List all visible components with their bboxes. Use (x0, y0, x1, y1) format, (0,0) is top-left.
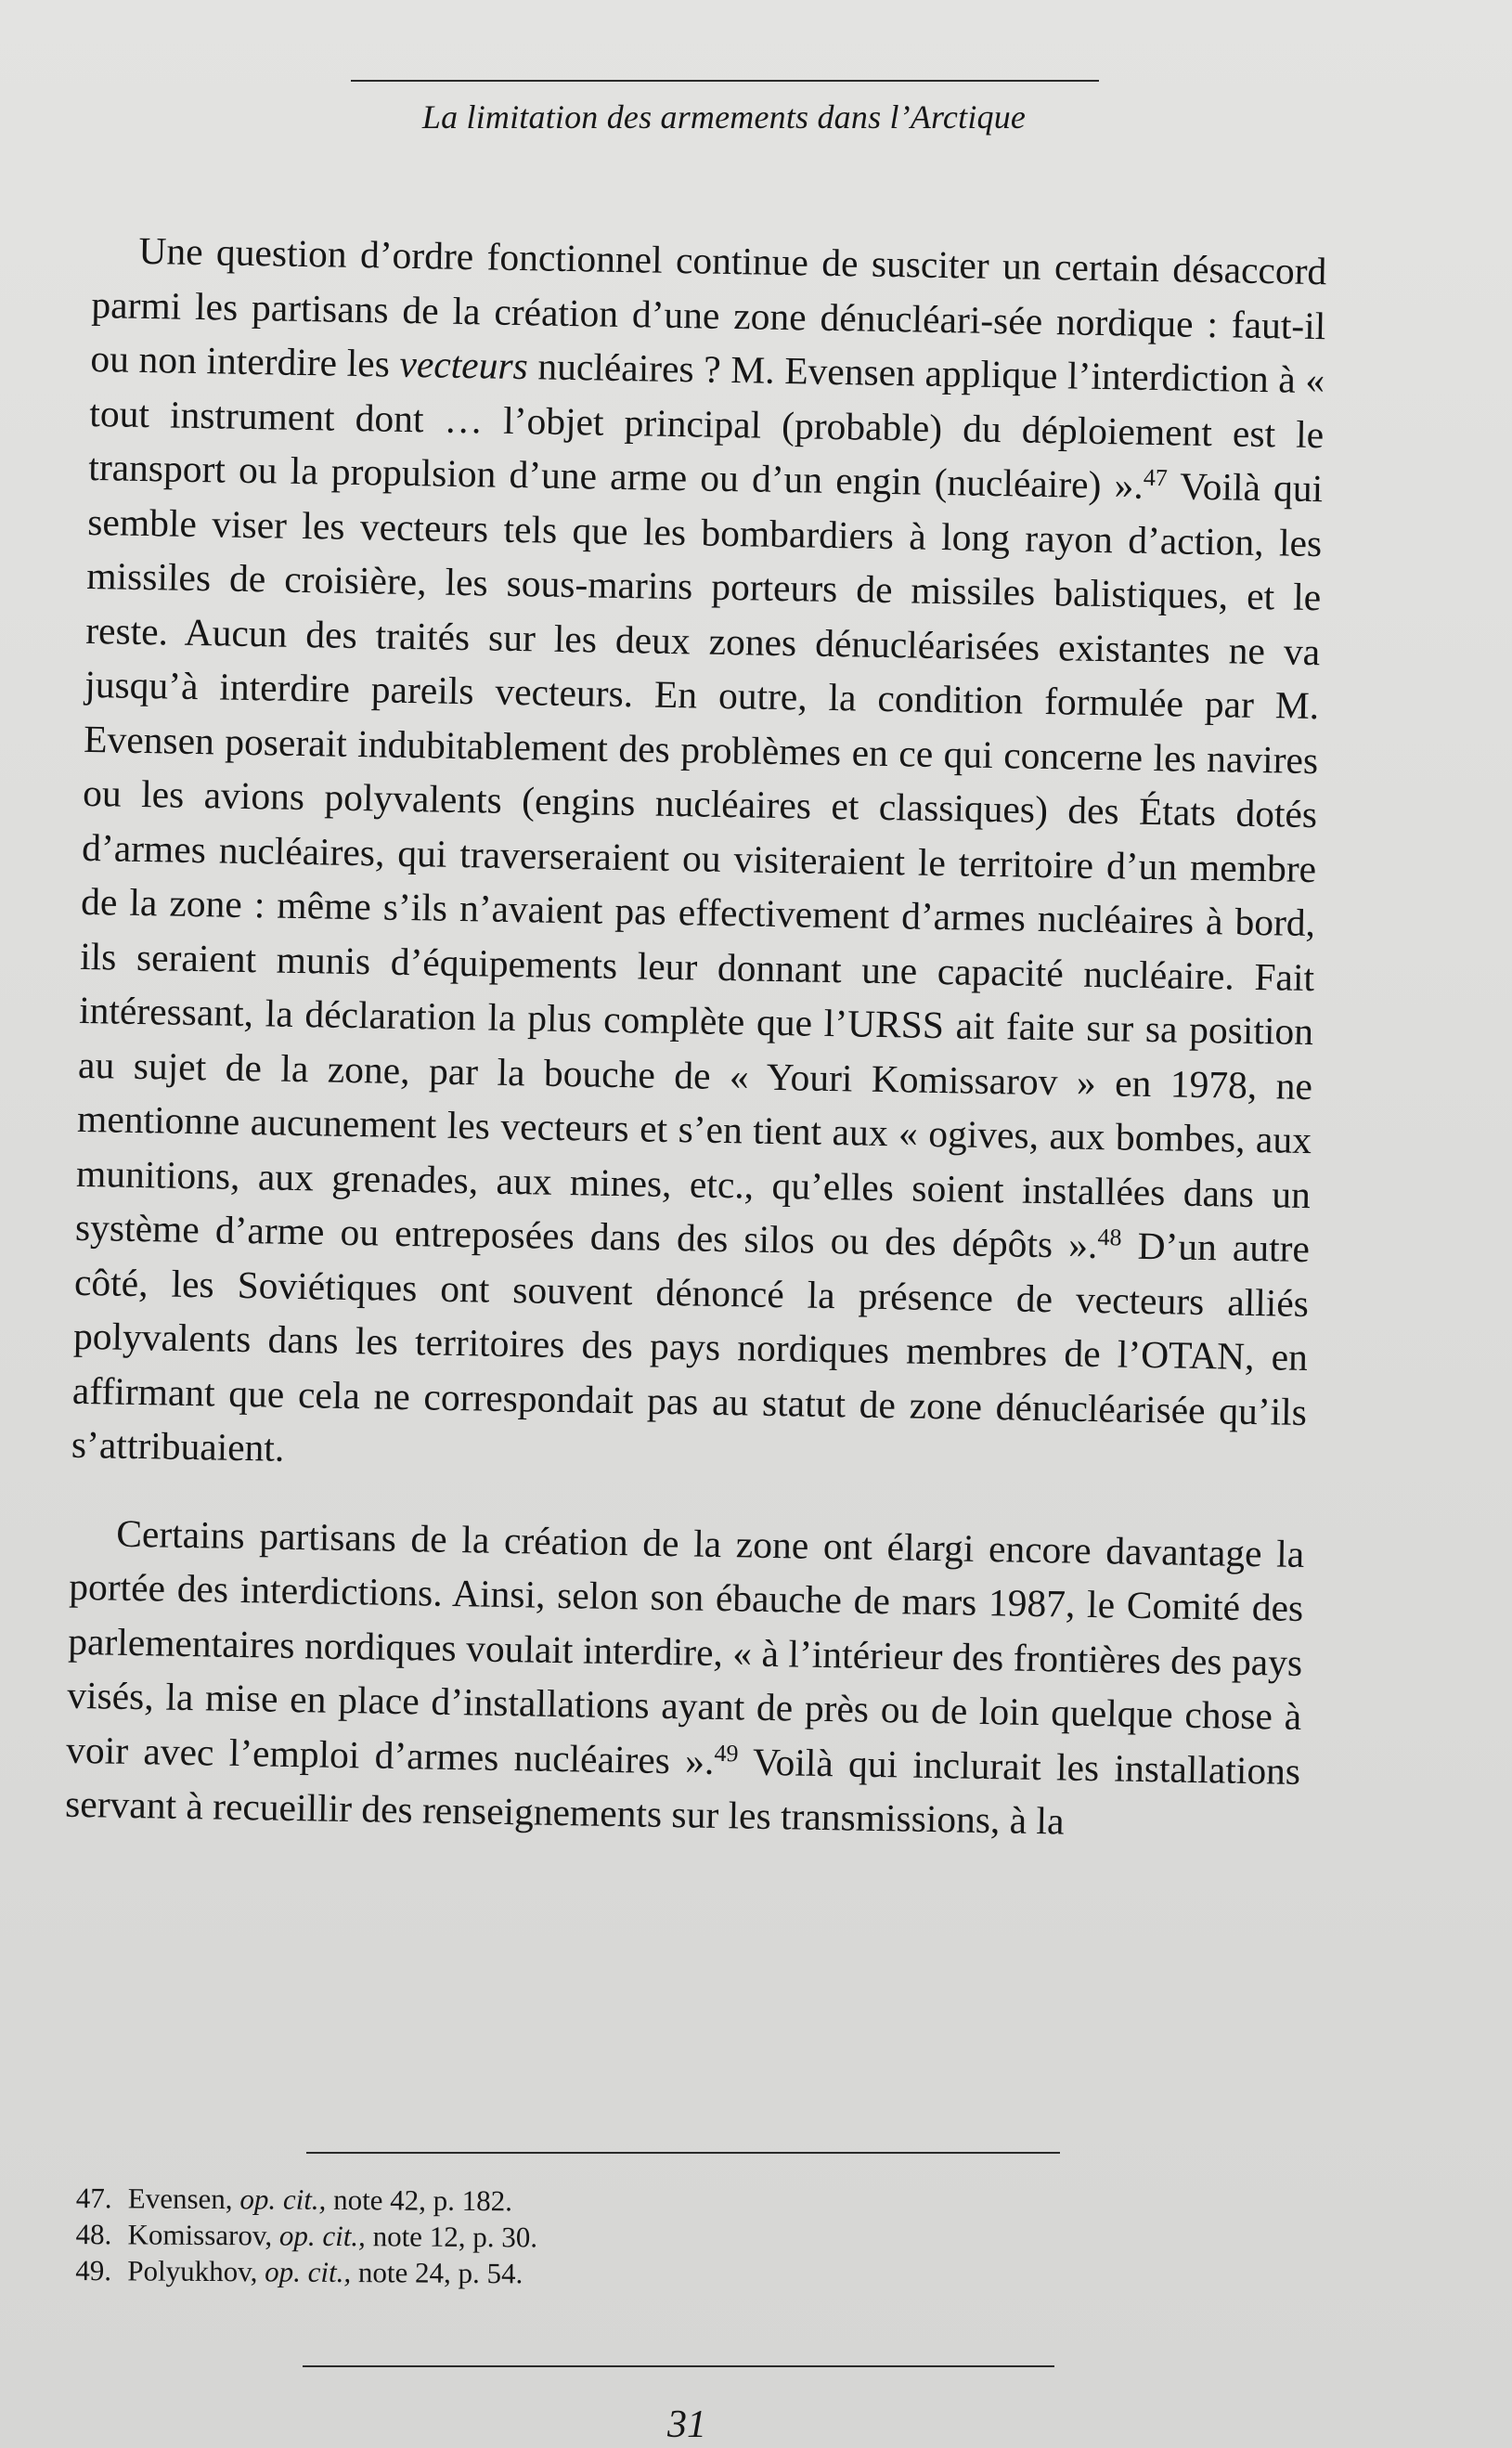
footnote-author: Komissarov, (127, 2218, 280, 2252)
paragraph-2 (65, 1505, 1305, 1852)
note-ref-47: 47 (1143, 463, 1169, 492)
paragraph-1 (71, 223, 1327, 1494)
header-rule (351, 80, 1099, 82)
footnote-ref: note 12, p. 30. (365, 2220, 538, 2254)
note-ref-49: 49 (714, 1739, 739, 1767)
paragraph-1-part-3: Voilà qui semble viser les vecteurs tels que les bombardiers à long rayon d’action, les missiles de croisière, les sous-marins porteurs de missiles balistiques, et le reste. Aucun des traités sur les deux zones dénucléarisées existantes ne va jusqu’à interdire pareils vecteurs. En outre, la condition formulée par M. Evensen poserait indubitablement des problèmes en ce qui concerne les navires ou les avions polyvalents (engins nucléaires et classiques) des États dotés d’armes nucléaires, qui traverseraient ou visiteraient le territoire d’un membre de la zone : même s’ils n’avaient pas effectivement d’armes nucléaires à bord, ils seraient munis d’équipements leur donnant une capacité nucléaire. Fait intéressant, la déclaration la plus complète que l’URSS ait faite sur sa position au sujet de la zone, par la bouche de « Youri Komissarov » en 1978, ne mentionne aucunement les vecteurs et s’en tient aux « ogives, aux bombes, aux munitions, aux grenades, aux mines, etc., qu’elles soient installées dans un système d’arme ou entreposées dans des silos ou des dépôts ». (74, 464, 1324, 1267)
paragraph-1-part-1: Une question d’ordre fonctionnel continue de susciter un certain désaccord parmi les partisans de la création d’une zone dénucléari-sée nordique : faut-il ou non interdire les (90, 228, 1327, 385)
footnote-number: 48. (75, 2217, 112, 2251)
body-text (65, 223, 1327, 1852)
footnote-cit: op. cit., (265, 2255, 352, 2289)
footnote-number: 49. (75, 2253, 112, 2287)
running-head: La limitation des armements dans l’Arctique (421, 98, 1027, 136)
footnote-number: 47. (75, 2182, 112, 2215)
paragraph-1-part-2: nucléaires ? M. Evensen applique l’interdiction à « tout instrument dont … l’objet principal (probable) du déploiement est le transport ou la propulsion d’une arme ou d’un engin (nucléaire) ». (88, 344, 1325, 507)
folio-rule (303, 2365, 1054, 2367)
footnote-ref: note 42, p. 182. (326, 2182, 513, 2218)
footnote-49 (75, 2252, 1096, 2296)
footnote-cit: op. cit., (278, 2219, 367, 2253)
footnote-cit: op. cit., (239, 2182, 327, 2216)
footnote-author: Polyukhov, (127, 2254, 265, 2288)
paragraph-2-part-2: Voilà qui inclurait les installations servant à recueillir des renseignements sur les transmissions, à la (64, 1739, 1301, 1843)
note-ref-48: 48 (1097, 1224, 1122, 1251)
footnotes (75, 2180, 1097, 2296)
paragraph-1-part-4: D’un autre côté, les Soviétiques ont souvent dénoncé la présence de vecteurs alliés polyvalents dans les territoires des pays nordiques membres de l’OTAN, en affirmant que cela ne correspondait pas au statut de zone dénucléarisée qu’ils s’attribuaient. (71, 1224, 1311, 1470)
page-number: 31 (667, 2403, 706, 2446)
footnote-ref: note 24, p. 54. (351, 2256, 523, 2290)
footnote-rule (306, 2152, 1060, 2154)
paragraph-2-part-1: Certains partisans de la création de la zone ont élargi encore davantage la portée des interdictions. Ainsi, selon son ébauche de mars 1987, le Comité des parlementaires nordiques voulait interdire, « à l’intérieur des frontières des pays visés, la mise en place d’installations ayant de près ou de loin quelque chose à voir avec l’emploi d’armes nucléaires ». (65, 1511, 1305, 1782)
footnote-author: Evensen, (127, 2182, 240, 2216)
emphasis-vecteurs: vecteurs (399, 342, 529, 388)
